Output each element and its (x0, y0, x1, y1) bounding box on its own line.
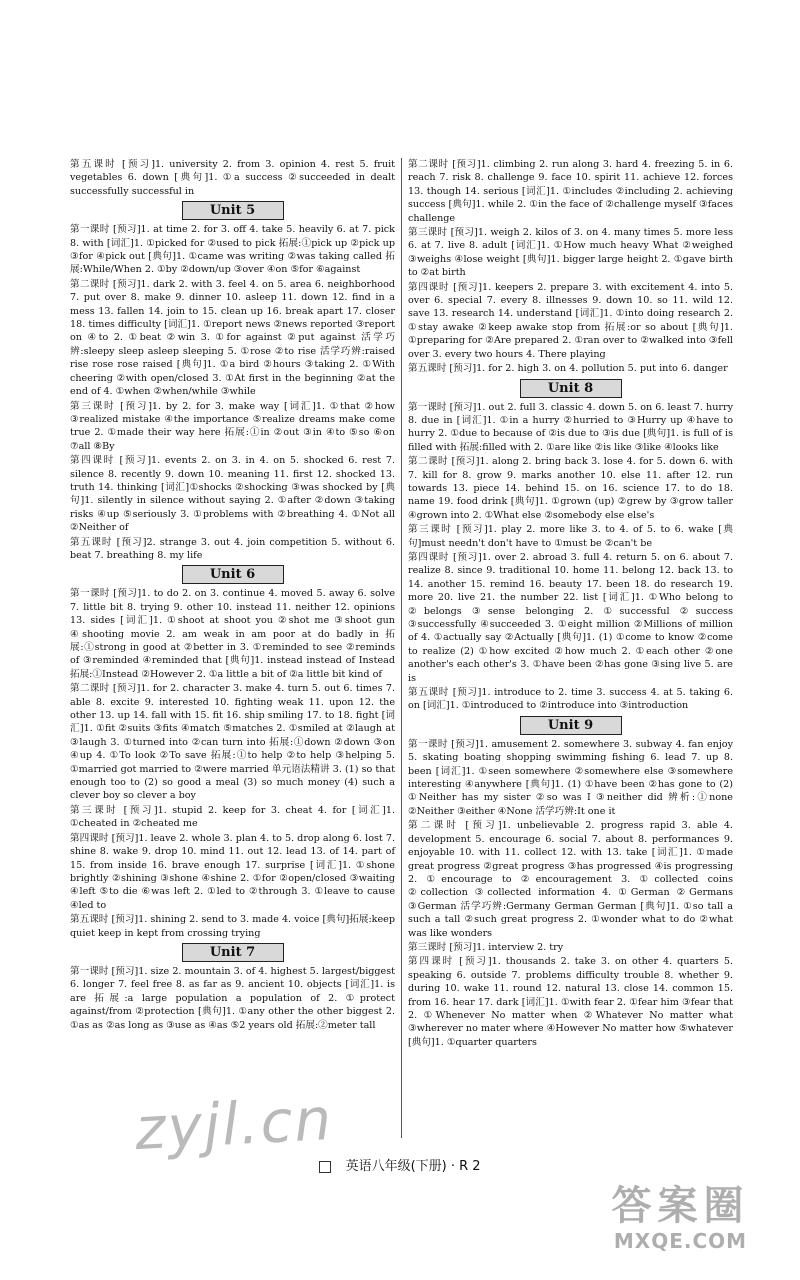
answer-paragraph: 第三课时 [预习]1. by 2. for 3. make way [词汇]1. ①that ②how ③realized mistake ④the importance ⑤realize dreams make come true 2. ①made their way here 拓展:①in ②out ③in ④to ⑤so ⑥on ⑦all ⑧By (70, 400, 395, 452)
answer-paragraph: 第二课时 [预习]1. for 2. character 3. make 4. turn 5. out 6. times 7. able 8. excite 9. interested 10. fighting weak 11. upon 12. the other 13. up 14. fall with 15. fit 16. ship smiling 17. to 18. fight [词汇]1. ①fit ②suits ③fits ④match ⑤matches 2. ①smiled at ②laugh at ③laugh 3. ①turned into ②can turn into 拓展:①down ②down ③on ④up 4. ①To look ②To save 拓展:①to help ②to help ③helping 5. ①married got married to ②were married 单元语法精讲 3. (1) so that enough too to (2) so good a meal (3) so much money (4) such a clever boy so clever a boy (70, 683, 395, 802)
unit-heading: Unit 8 (520, 379, 622, 398)
answer-paragraph: 第五课时 [预习]1. introduce to 2. time 3. success 4. at 5. taking 6. on [词汇]1. ①introduced to ②introduce into ③introduction (408, 687, 733, 712)
answer-paragraph: 第四课时 [预习]1. events 2. on 3. in 4. on 5. shocked 6. rest 7. silence 8. recently 9. down 10. meaning 11. first 12. shocked 13. truth 14. thinking [词汇]①shocks ②shocking ③was shocked by [典句]1. silently in silence without saying 2. ①after ②down ③taking risks ④up ⑤seriously 3. ①problems with ②breathing 4. ①Not all ②Neither of (70, 455, 395, 534)
answer-paragraph: 第一课时 [预习]1. out 2. full 3. classic 4. down 5. on 6. least 7. hurry 8. due in [词汇]1. ①in a hurry ②hurried to ③Hurry up ④have to hurry 2. ①due to because of ②is due to ③is due [典句]1. is full of is filled with 拓展:filled with 2. ①are like ②is like ③like ④looks like (408, 401, 733, 453)
answer-paragraph: 第五课时 [预习]1. for 2. high 3. on 4. pollution 5. put into 6. danger (408, 363, 728, 375)
watermark-right-url: MXQE.COM (613, 1229, 748, 1253)
answer-paragraph: 第一课时 [预习]1. size 2. mountain 3. of 4. highest 5. largest/biggest 6. longer 7. feel free 8. as far as 9. ancient 10. objects [词汇]1. is are 拓展:a large population a population of 2. ①protect against/from ②protection [典句]1. ①any other the other biggest 2. ①as as ②as long as ③use as ④as ⑤2 years old 拓展:②meter tall (70, 965, 395, 1031)
unit-heading: Unit 7 (182, 943, 284, 962)
answer-paragraph: 第五课时 [预习]2. strange 3. out 4. join competition 5. without 6. beat 7. breathing 8. my life (70, 536, 395, 561)
answer-paragraph: 第二课时 [预习]1. dark 2. with 3. feel 4. on 5. area 6. neighborhood 7. put over 8. make 9. dinner 10. asleep 11. down 12. find in a mess 13. fallen 14. join to 15. clean up 16. break apart 17. closer 18. times difficulty [词汇]1. ①report news ②news reported ③report on ④to 2. ①beat ②win 3. ①for against ②put against 活学巧辨:sleepy sleep asleep sleeping 5. ①rose ②to rise 活学巧辨:raised rise rose rose raised [典句]1. ①a bird ②hours ③taking 2. ①With cheering ②with open/closed 3. ①At first in the beginning ②at the end of 4. ①when ②when/while ③while (70, 278, 395, 398)
answer-paragraph: 第一课时 [预习]1. amusement 2. somewhere 3. subway 4. fan enjoy 5. skating boating shopping swimming fishing 6. lead 7. up 8. been [词汇]1. ①seen somewhere ②somewhere else ③somewhere interesting ④anywhere [典句]1. (1) ①have been ②has gone to (2) ①Neither has my sister ②so was I ③neither did 辨析:①none ②Neither ③either ④None 活学巧辨:It one it (408, 738, 733, 817)
answer-paragraph: 第三课时 [预习]1. play 2. more like 3. to 4. of 5. to 6. wake [典句]must needn't don't have to ①must be ②can't be (408, 524, 733, 549)
unit-heading: Unit 9 (520, 716, 622, 735)
unit-heading: Unit 5 (182, 201, 284, 220)
answer-page (70, 148, 735, 1148)
column-divider (401, 158, 402, 1138)
unit-heading: Unit 6 (182, 565, 284, 584)
answer-paragraph: 第四课时 [预习]1. over 2. abroad 3. full 4. return 5. on 6. about 7. realize 8. since 9. traditional 10. home 11. belong 12. back 13. to 14. another 15. remind 16. beauty 17. been 18. do research 19. more 20. live 21. the number 22. list [词汇]1. ①Who belong to ②belongs ③sense belonging 2. ①successful ②success ③successfully ④succeeded 3. ①eight million ②Millions of million of 4. ①actually say ②Actually [典句]1. (1) ①come to know ②come to realize (2) ①how excited ②how much 2. ①each other ②one another's each other's 3. ①have been ②has gone ③sing live 5. are is (408, 551, 733, 684)
watermark-right (588, 1182, 773, 1252)
footer-text: 英语八年级(下册) · R 2 (345, 1159, 481, 1174)
answer-paragraph: 第三课时 [预习]1. interview 2. try (408, 941, 564, 953)
watermark-left: zyjl.cn (133, 1084, 335, 1164)
answer-paragraph: 第一课时 [预习]1. to do 2. on 3. continue 4. moved 5. away 6. solve 7. little bit 8. trying 9. other 10. instead 11. neither 12. opinions 13. sides [词汇]1. ①shoot at shoot you ②shot me ③shoot gun ④shooting movie 2. am weak in am poor at do badly in 拓展:①strong in good at ②better in 3. ①reminded to see ②reminds of ③reminded ④reminded that [典句]1. instead instead of Instead 拓展:①Instead ②However 2. ①a little a bit of ②a little bit kind of (70, 588, 395, 680)
footer-box-icon (319, 1161, 331, 1173)
answer-paragraph: 第三课时 [预习]1. weigh 2. kilos of 3. on 4. many times 5. more less 6. at 7. live 8. adult [词汇]1. ①How much heavy What ②weighed ③weighs ④lose weight [典句]1. bigger large height 2. ①gave birth to ②at birth (408, 227, 733, 279)
answer-paragraph: 第四课时 [预习]1. leave 2. whole 3. plan 4. to 5. drop along 6. lost 7. shine 8. wake 9. drop 10. mind 11. out 12. lead 13. of 14. part of 15. from inside 16. brave enough 17. surprise [词汇]1. ①shone brightly ②shining ③shone ④shine 2. ①for ②open/closed ③waiting ④left ⑤to die ⑥was left 2. ①led to ②through 3. ①leave to cause ④led to (70, 832, 395, 911)
page-footer (0, 1155, 800, 1174)
answer-paragraph: 第二课时 [预习]1. unbelievable 2. progress rapid 3. able 4. development 5. encourage 6. social 7. about 8. performances 9. enjoyable 10. with 11. collect 12. with 13. take [词汇]1. ①made great progress ②great progress ③has progressed ④is progressing 2. ①encourage to ②encouragement 3. ①collected coins ②collection ③collected information 4. ①German ②Germans ③German 活学巧辨:Germany German German [典句]1. ①so tall a such a tall ②such great progress 2. ①wonder what to do ②what was like wonders (408, 820, 733, 939)
left-column (70, 158, 395, 1033)
answer-paragraph: 第二课时 [预习]1. climbing 2. run along 3. hard 4. freezing 5. in 6. reach 7. risk 8. challenge 9. face 10. spirit 11. achieve 12. forces 13. though 14. serious [词汇]1. ①includes ②including 2. achieving success [典句]1. while 2. ①in the face of ②challenge myself ③faces challenge (408, 159, 733, 224)
answer-paragraph: 第四课时 [预习]1. thousands 2. take 3. on other 4. quarters 5. speaking 6. outside 7. problems difficulty trouble 8. whether 9. during 10. wake 11. round 12. natural 13. close 14. common 15. from 16. hear 17. dark [词汇]1. ①with fear 2. ①fear him ③fear that 2. ①Whenever No matter when ②Whatever No matter what ③wherever no mater where ④However No matter how ⑤whatever [典句]1. ①quarter quarters (408, 956, 733, 1048)
answer-paragraph: 第四课时 [预习]1. keepers 2. prepare 3. with excitement 4. into 5. over 6. special 7. every 8. illnesses 9. down 10. so 11. wild 12. save 13. research 14. understand [词汇]1. ①into doing research 2. ①stay awake ②keep awake stop from 拓展:or so about [典句]1. ①preparing for ②Are prepared 2. ①ran over to ②walked into ③fell over 3. every two hours 4. There playing (408, 281, 733, 360)
answer-paragraph: 第二课时 [预习]1. along 2. bring back 3. lose 4. for 5. down 6. with 7. kill for 8. grow 9. marks another 10. else 11. after 12. run towards 13. piece 14. behind 15. on 16. science 17. to do 18. name 19. food drink [典句]1. ①grown (up) ②grew by ③grow taller ④grown into 2. ①What else ②somebody else else's (408, 456, 733, 521)
right-column (408, 158, 733, 1050)
answer-paragraph: 第五课时 [预习]1. university 2. from 3. opinion 4. rest 5. fruit vegetables 6. down [典句]1. ①a success ②succeeded in dealt successfully successful in (70, 159, 395, 197)
watermark-right-title: 答案圈 (611, 1183, 750, 1229)
answer-paragraph: 第三课时 [预习]1. stupid 2. keep for 3. cheat 4. for [词汇]1. ①cheated in ②cheated me (70, 804, 395, 830)
answer-paragraph: 第五课时 [预习]1. shining 2. send to 3. made 4. voice [典句]拓展:keep quiet keep in kept from crossing trying (70, 914, 395, 939)
answer-paragraph: 第一课时 [预习]1. at time 2. for 3. off 4. take 5. heavily 6. at 7. pick 8. with [词汇]1. ①picked for ②used to pick 拓展:①pick up ②pick up ③for ④pick out [典句]1. ①came was writing ②was taking called 拓展:While/When 2. ①by ②down/up ③over ④on ⑤for ⑥against (70, 224, 395, 276)
